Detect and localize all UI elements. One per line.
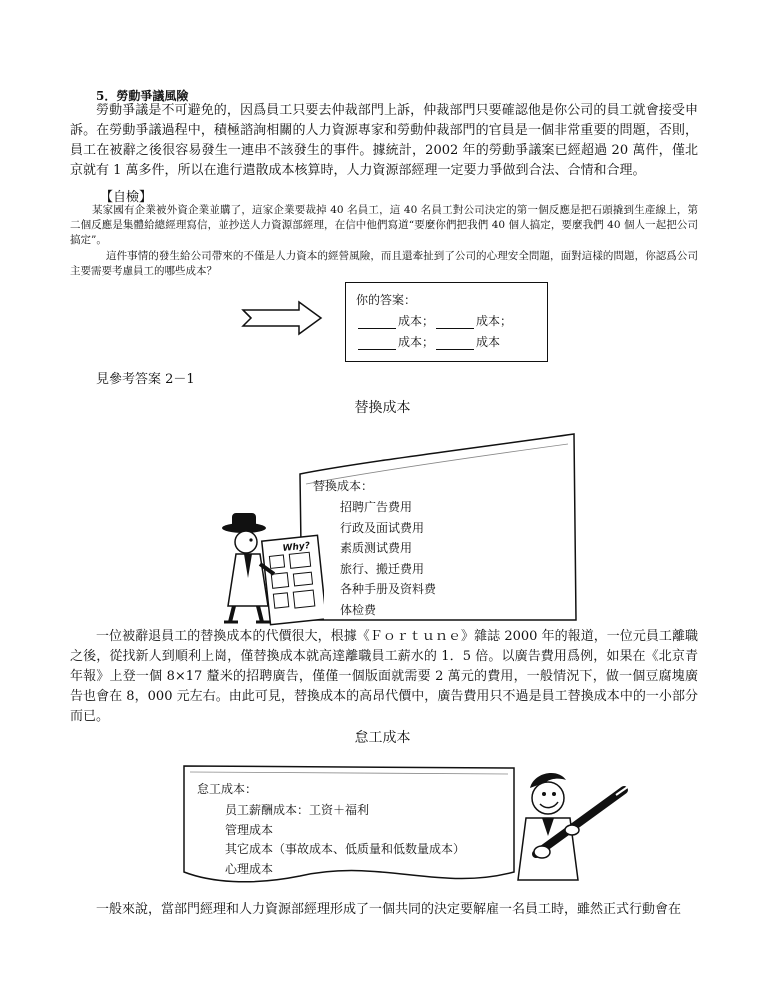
paragraph-last: 一般來說，當部門經理和人力資源部經理形成了一個共同的決定要解雇一名員工時，雖然正式行動會在 [96,902,682,917]
answer-blank-1[interactable] [358,315,396,329]
paragraph-replacement-cost: 一位被辭退員工的替換成本的代價很大，根據《Ｆｏｒｔｕｎｅ》雜誌 2000 年的報道，一位元員工離職之後，從找新人到順利上崗，僅替換成本就高達離職員工薪水的 1．5 倍。以廣告費用爲例，如果在《北京青年報》上登一個 8×17 釐米的招聘廣告，僅僅一個版面就需要 2 萬元的費用，一般情況下，做一個豆腐塊廣告也會在 8，000 元左右。由此可見，替換成本的高昂代價中，廣告費用只不過是員工替換成本中的一小部分而已。 [70,629,698,724]
paragraph-labor-dispute: 勞動爭議是不可避免的，因爲員工只要去仲裁部門上訴，仲裁部門只要確認他是你公司的員工就會接受申訴。在勞動爭議過程中，積極諮詢相關的人力資源專家和勞動仲裁部門的官員是一個非常重要的問題，否則，員工在被辭之後很容易發生一連串不該發生的事件。據統計，2002 年的勞動爭議案已經超過 20 萬件，僅北京就有 1 萬多件，所以在進行遣散成本核算時，人力資源部經理一定要力爭做到合法、合情和合理。 [70,103,698,178]
answer-item-c: 成本； [398,335,435,349]
idle-caption: 怠工成本 [354,730,411,746]
answer-item-a: 成本； [398,314,435,328]
replacement-box-title: 替換成本： [313,479,374,493]
replacement-item: 行政及面试费用 [340,520,425,535]
replacement-item: 招聘广告费用 [340,500,413,514]
answer-item-d: 成本 [476,335,501,349]
idle-item: 其它成本（事故成本、低质量和低数量成本） [225,842,466,856]
board-sign-text: Why? [282,541,311,554]
self-check-title: 【自檢】 [100,190,153,205]
idle-item: 员工薪酬成本：工资＋福利 [225,803,370,817]
idle-item: 管理成本 [225,822,274,837]
replacement-item: 旅行、搬迁费用 [340,561,425,576]
answer-box [345,282,548,362]
replacement-item: 体检费 [340,602,377,617]
self-check-paragraph-1: 某家國有企業被外資企業並購了，這家企業要裁掉 40 名員工，這 40 名員工對公司決定的第一個反應是把石頭撬到生產線上，第二個反應是集體給總經理寫信，並抄送人力資源部經理，在信中他們寫道“要麼你們把我們 40 個人搞定，要麼我們 40 個人一起把公司搞定”。 [70,204,698,246]
answer-blank-2[interactable] [436,315,474,329]
answer-row-2 [356,333,500,350]
idle-item: 心理成本 [225,861,274,876]
reference-note: 見參考答案 2－1 [96,372,195,387]
answer-row-1 [356,312,512,329]
answer-blank-4[interactable] [436,336,474,350]
section-heading: 5．勞動爭議風險 [96,89,189,103]
idle-items [225,801,465,879]
replacement-caption: 替換成本 [354,400,411,416]
man-with-pen-icon [512,768,632,886]
replacement-items [340,497,436,620]
man-with-notice-board-icon [214,508,324,626]
answer-blank-3[interactable] [358,336,396,350]
answer-item-b: 成本； [476,314,513,328]
replacement-item: 各种手册及资料费 [340,582,437,596]
replacement-item: 素质测试费用 [340,541,413,555]
idle-box-title: 怠工成本： [197,782,258,796]
answer-box-title: 你的答案： [356,293,417,307]
right-arrow-icon [241,300,323,336]
self-check-paragraph-2: 這件事情的發生給公司帶來的不僅是人力資本的經營風險，而且還牽扯到了公司的心理安全問題，面對這樣的問題，你認爲公司主要需要考慮員工的哪些成本？ [70,250,698,277]
